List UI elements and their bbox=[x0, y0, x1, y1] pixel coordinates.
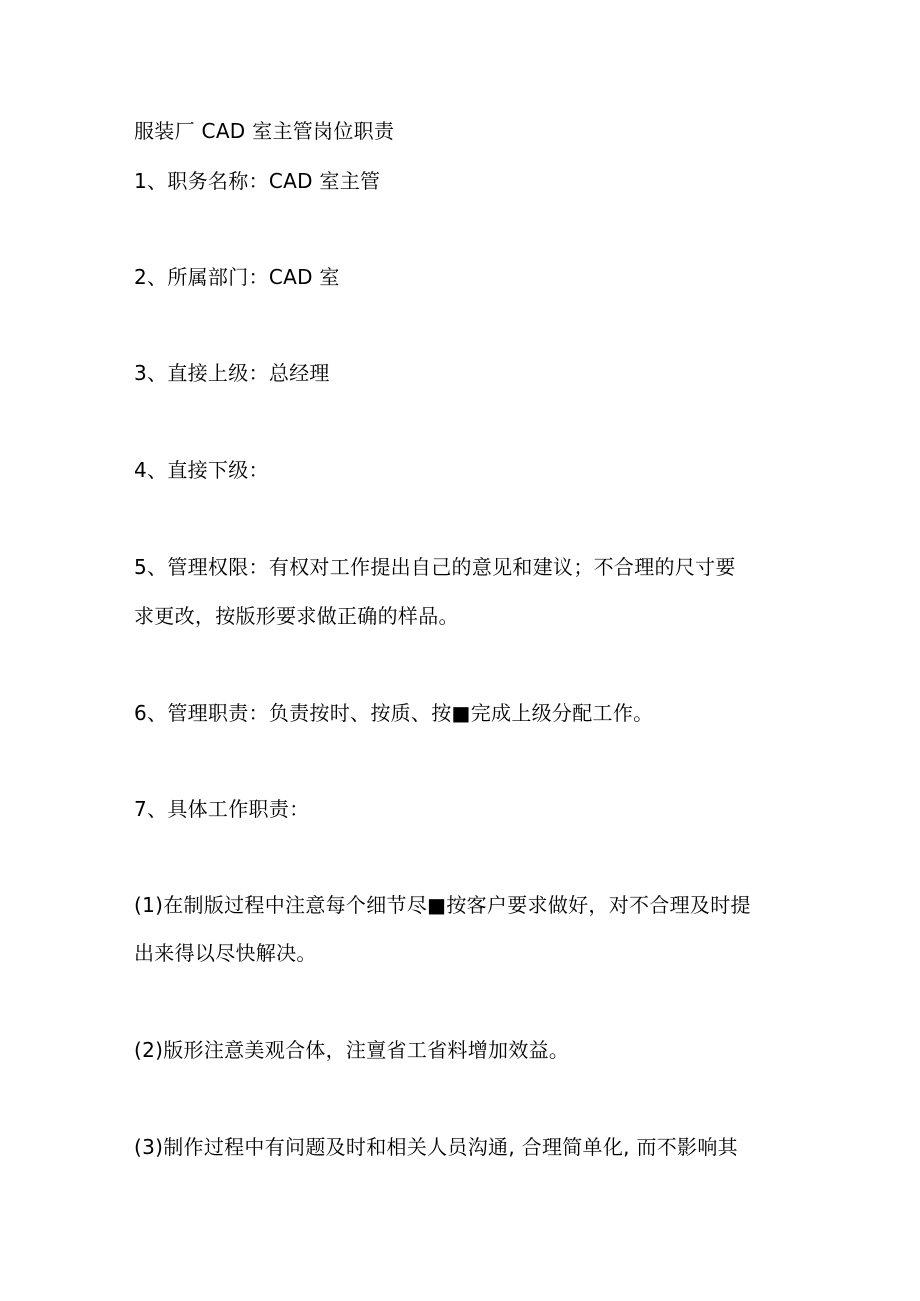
duty-3-line-1: (3)制作过程中有问题及时和相关人员沟通, 合理简单化, 而不影响其 bbox=[134, 1135, 738, 1159]
item-specific-duties-heading: 7、具体工作职责： bbox=[134, 797, 310, 821]
item-direct-superior: 3、直接上级：总经理 bbox=[134, 361, 330, 385]
item-department: 2、所属部门：CAD 室 bbox=[134, 265, 340, 289]
item-authority-line-1: 5、管理权限：有权对工作提出自己的意见和建议；不合理的尺寸要 bbox=[134, 555, 736, 579]
item-management-duties: 6、管理职责：负责按时、按质、按■完成上级分配工作。 bbox=[134, 701, 654, 725]
duty-2: (2)版形注意美观合体，注亶省工省料增加效益。 bbox=[134, 1038, 570, 1062]
duty-1-line-2: 出来得以尽快解决。 bbox=[134, 941, 317, 965]
item-authority-line-2: 求更改，按版形要求做正确的样品。 bbox=[134, 604, 459, 628]
duty-1-line-1: (1)在制版过程中注意每个细节尽■按客户要求做好，对不合理及时提 bbox=[134, 893, 751, 917]
document-title: 服装厂 CAD 室主管岗位职责 bbox=[134, 119, 395, 143]
item-direct-subordinate: 4、直接下级： bbox=[134, 458, 269, 482]
item-job-title: 1、职务名称：CAD 室主管 bbox=[134, 169, 381, 193]
